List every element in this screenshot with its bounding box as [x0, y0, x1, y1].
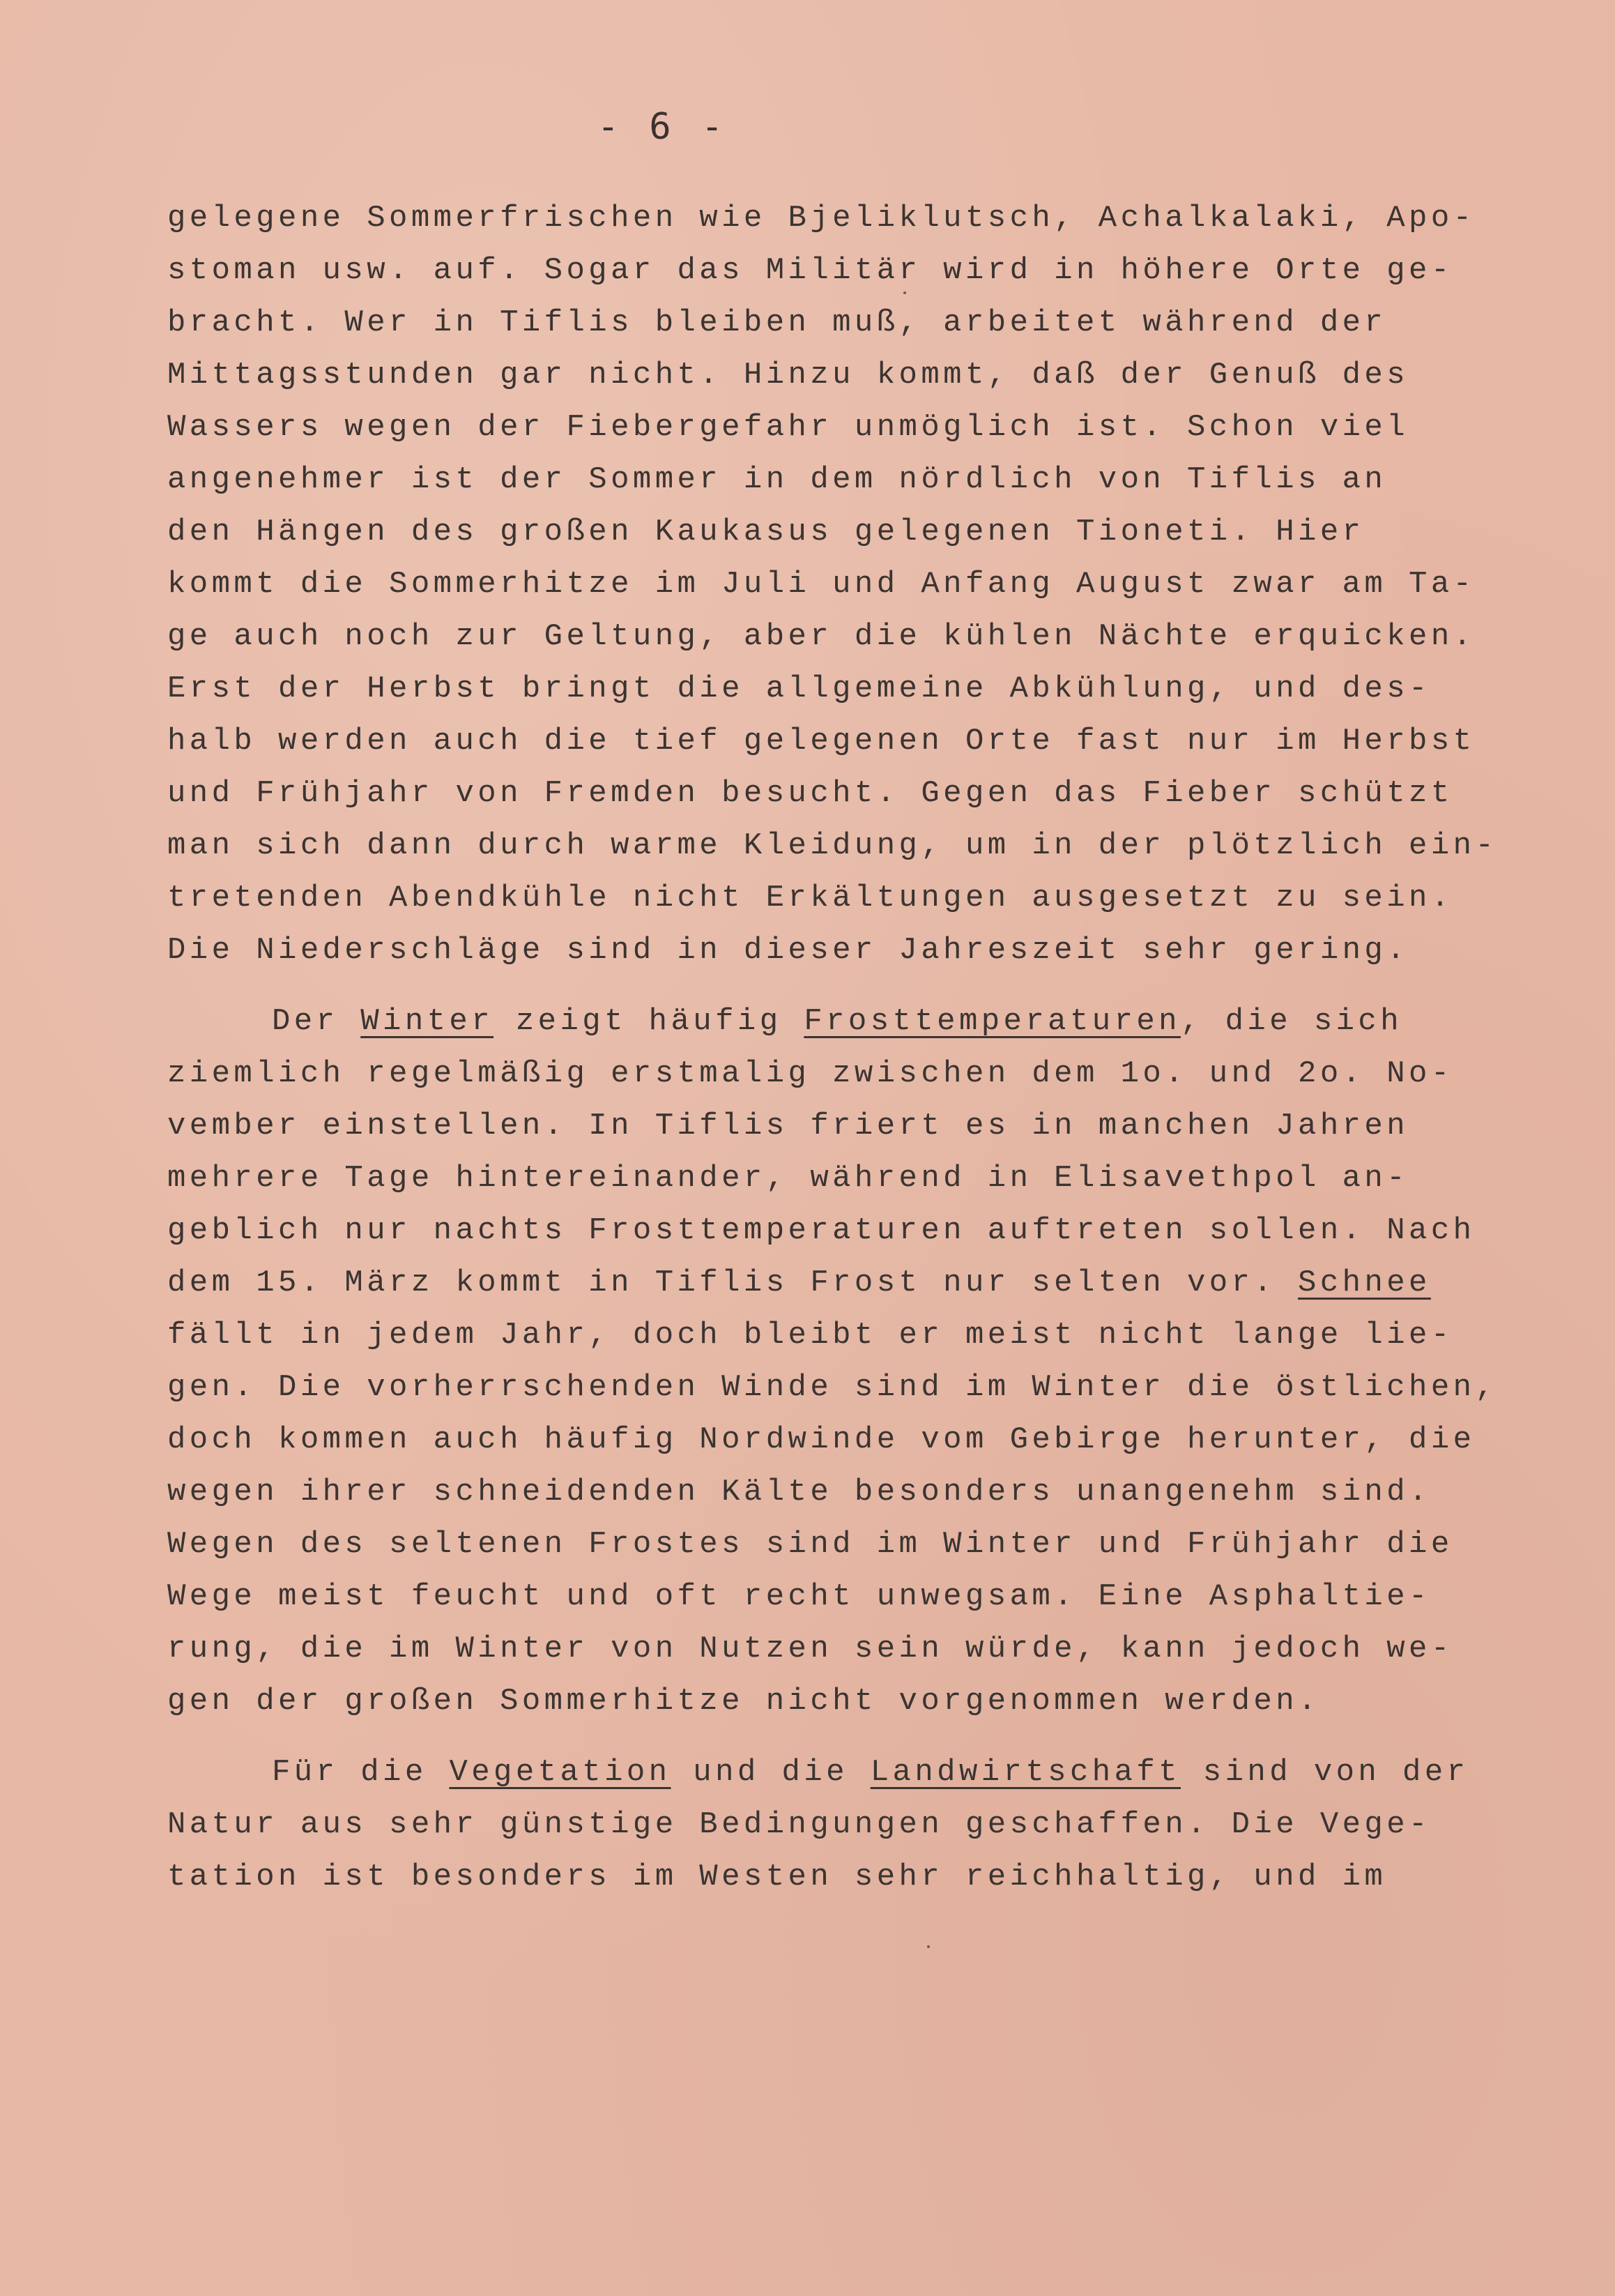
- text-line: ziemlich regelmäßig erstmalig zwischen dem 1o. und 2o. No-: [167, 1056, 1453, 1091]
- text-span: , die sich: [1181, 1004, 1403, 1039]
- body-text: [167, 192, 1498, 1903]
- underlined-term-landwirtschaft: Landwirtschaft: [870, 1755, 1181, 1790]
- text-line: fällt in jedem Jahr, doch bleibt er meist nicht lange lie-: [167, 1318, 1453, 1353]
- text-line: angenehmer ist der Sommer in dem nördlich von Tiflis an: [167, 462, 1387, 497]
- text-line: Die Niederschläge sind in dieser Jahreszeit sehr gering.: [167, 933, 1409, 968]
- text-line: rung, die im Winter von Nutzen sein würde, kann jedoch we-: [167, 1632, 1453, 1666]
- text-line: Natur aus sehr günstige Bedingungen geschaffen. Die Vege-: [167, 1807, 1431, 1842]
- paragraph-1: [167, 192, 1498, 977]
- text-line: tation ist besonders im Westen sehr reichhaltig, und im: [167, 1860, 1387, 1894]
- text-span: sind von der: [1181, 1755, 1469, 1790]
- underlined-term-vegetation: Vegetation: [449, 1755, 671, 1790]
- text-line: [167, 996, 1478, 1048]
- paper-speck: [927, 1945, 930, 1948]
- text-span: dem 15. März kommt in Tiflis Frost nur selten vor.: [167, 1265, 1299, 1300]
- text-span: und die: [671, 1755, 871, 1790]
- page-number: - 6 -: [597, 106, 728, 148]
- text-line: Wegen des seltenen Frostes sind im Winter und Frühjahr die: [167, 1527, 1453, 1562]
- text-line: [167, 1747, 1478, 1799]
- text-line: mehrere Tage hintereinander, während in Elisavethpol an-: [167, 1161, 1409, 1196]
- text-line: stoman usw. auf. Sogar das Militär wird in höhere Orte ge-: [167, 253, 1453, 288]
- underlined-term-frosttemperaturen: Frosttemperaturen: [804, 1004, 1181, 1039]
- text-span: zeigt häufig: [493, 1004, 804, 1039]
- text-line: gen. Die vorherrschenden Winde sind im Winter die östlichen,: [167, 1370, 1498, 1405]
- paragraph-3: [167, 1747, 1478, 1903]
- underlined-term-winter: Winter: [360, 1004, 494, 1039]
- text-line: ge auch noch zur Geltung, aber die kühlen Nächte erquicken.: [167, 619, 1476, 654]
- paper-speck: [903, 291, 906, 294]
- text-line: gelegene Sommerfrischen wie Bjeliklutsch, Achalkalaki, Apo-: [167, 201, 1476, 236]
- text-span: Für die: [272, 1755, 450, 1790]
- text-span: Der: [272, 1004, 361, 1039]
- text-line: und Frühjahr von Fremden besucht. Gegen das Fieber schützt: [167, 776, 1453, 811]
- paragraph-2: [167, 996, 1498, 1728]
- text-line: Erst der Herbst bringt die allgemeine Abkühlung, und des-: [167, 671, 1431, 706]
- text-line: kommt die Sommerhitze im Juli und Anfang August zwar am Ta-: [167, 567, 1476, 602]
- text-line: gen der großen Sommerhitze nicht vorgenommen werden.: [167, 1684, 1320, 1719]
- text-line: halb werden auch die tief gelegenen Orte fast nur im Herbst: [167, 724, 1476, 759]
- text-line: Wassers wegen der Fiebergefahr unmöglich ist. Schon viel: [167, 410, 1409, 445]
- text-line: doch kommen auch häufig Nordwinde vom Gebirge herunter, die: [167, 1422, 1476, 1457]
- underlined-term-schnee: Schnee: [1298, 1265, 1431, 1300]
- text-line: Wege meist feucht und oft recht unwegsam. Eine Asphaltie-: [167, 1579, 1431, 1614]
- text-line: man sich dann durch warme Kleidung, um in der plötzlich ein-: [167, 828, 1498, 863]
- text-line: vember einstellen. In Tiflis friert es in manchen Jahren: [167, 1109, 1409, 1143]
- text-line: bracht. Wer in Tiflis bleiben muß, arbeitet während der: [167, 305, 1387, 340]
- text-line: [167, 1257, 1478, 1309]
- text-line: tretenden Abendkühle nicht Erkältungen ausgesetzt zu sein.: [167, 881, 1453, 915]
- text-line: geblich nur nachts Frosttemperaturen auftreten sollen. Nach: [167, 1213, 1476, 1248]
- text-line: wegen ihrer schneidenden Kälte besonders unangenehm sind.: [167, 1475, 1431, 1510]
- text-line: den Hängen des großen Kaukasus gelegenen Tioneti. Hier: [167, 515, 1365, 549]
- text-line: Mittagsstunden gar nicht. Hinzu kommt, daß der Genuß des: [167, 358, 1409, 393]
